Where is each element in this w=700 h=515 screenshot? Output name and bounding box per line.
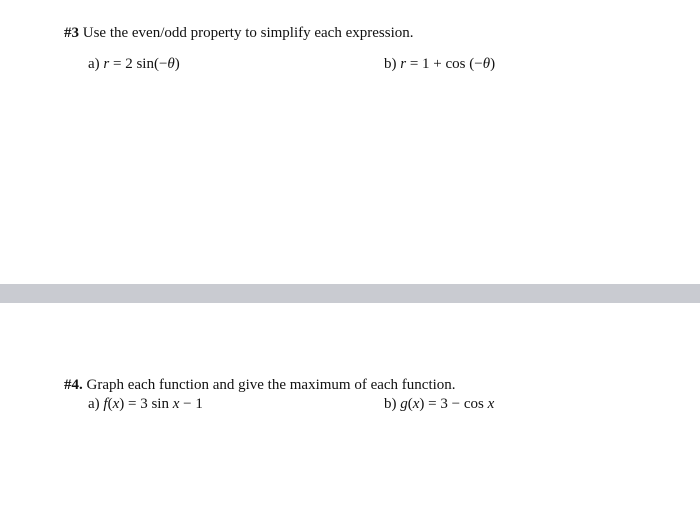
variable-r: r <box>103 56 110 72</box>
variable-x: x <box>487 396 495 412</box>
variable-x: x <box>412 396 420 412</box>
part-a-label: a) <box>88 56 100 72</box>
expression-body: = 2 sin(− <box>109 56 168 72</box>
variable-theta: θ <box>167 56 175 72</box>
variable-r: r <box>400 56 407 72</box>
function-name-f: f <box>103 396 108 412</box>
expression-body: ) = 3 sin <box>119 396 173 412</box>
open-paren: ( <box>407 396 413 412</box>
section-divider <box>0 284 700 303</box>
problem-3-instruction: Use the even/odd property to simplify each expression. <box>82 25 414 41</box>
part-b-label: b) <box>384 56 397 72</box>
part-b-label: b) <box>384 396 397 412</box>
problem-3-part-a <box>88 55 180 73</box>
variable-x: x <box>112 396 120 412</box>
part-a-expression <box>103 396 202 412</box>
close-paren: ) <box>174 56 180 72</box>
problem-4-heading <box>64 376 456 394</box>
expression-body: = 1 + cos (− <box>406 56 483 72</box>
part-b-expression <box>400 396 494 412</box>
part-a-expression <box>103 56 179 72</box>
problem-3-heading <box>64 24 414 42</box>
expression-tail: − 1 <box>179 396 203 412</box>
expression-body: ) = 3 − cos <box>419 396 488 412</box>
variable-theta: θ <box>482 56 491 72</box>
function-name-g: g <box>400 396 408 412</box>
problem-4-number: #4. <box>64 377 83 393</box>
problem-4-part-a <box>88 395 203 413</box>
problem-3-part-b <box>384 55 495 73</box>
part-b-expression <box>400 56 495 72</box>
open-paren: ( <box>107 396 113 412</box>
part-a-label: a) <box>88 396 100 412</box>
problem-3-number: #3 <box>64 25 79 41</box>
problem-4-instruction: Graph each function and give the maximum of each function. <box>86 377 456 393</box>
variable-x: x <box>172 396 180 412</box>
close-paren: ) <box>490 56 496 72</box>
problem-4-part-b <box>384 395 494 413</box>
